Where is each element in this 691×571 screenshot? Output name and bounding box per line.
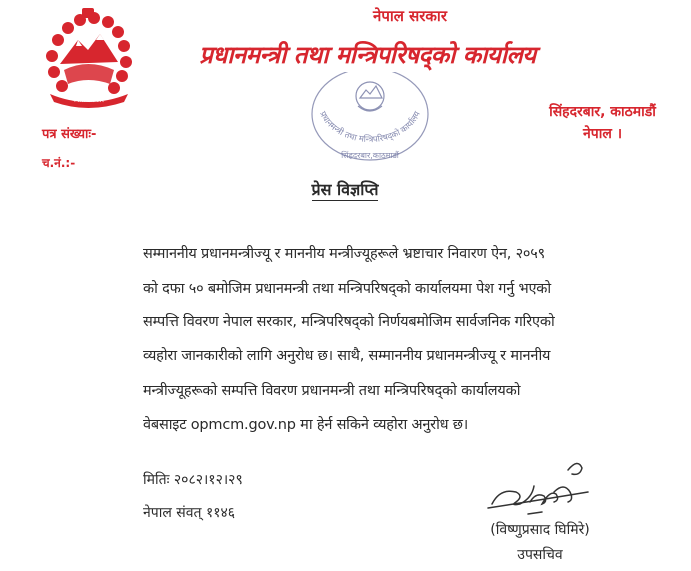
body-line: व्यहोरा जानकारीको लागि अनुरोध छ। साथै, सम्माननीय प्रधानमन्त्रीज्यू र माननीय	[143, 348, 551, 364]
address-country: नेपाल ।	[582, 126, 623, 142]
body-line: सम्माननीय प्रधानमन्त्रीज्यू र माननीय मन्त्रीज्यूहरूले भ्रष्टाचार निवारण ऐन, २०५९	[143, 246, 545, 262]
press-release-title	[200, 178, 490, 200]
national-emblem-logo	[38, 6, 138, 110]
letter-number-label: पत्र संख्याः-	[42, 127, 97, 142]
stamp-office-text: प्रधानमन्त्री तथा मन्त्रिपरिषद्को कार्यालय	[317, 110, 423, 146]
body-line: मन्त्रीज्यूहरूको सम्पत्ति विवरण प्रधानमन्त्री तथा मन्त्रिपरिषद्को कार्यालयको	[143, 383, 521, 399]
government-heading: नेपाल सरकार	[373, 7, 447, 25]
emblem-ribbon-text: नेपाल सरकार	[72, 96, 104, 104]
office-heading: प्रधानमन्त्री तथा मन्त्रिपरिषद्को कार्यालय	[199, 41, 536, 69]
signer-name: (विष्णुप्रसाद घिमिरे)	[490, 522, 590, 538]
body-line: वेबसाइट opmcm.gov.np मा हेर्न सकिने व्यहोरा अनुरोध छ।	[143, 417, 469, 433]
stamp-location-text: सिंहदरबार,काठमाडौं	[341, 151, 399, 160]
issue-date: मितिः २०८२।१२।२९	[143, 472, 243, 488]
signer-designation: उपसचिव	[517, 547, 563, 563]
office-stamp-logo	[300, 72, 440, 168]
press-release-title-text: प्रेस विज्ञप्ति	[311, 180, 379, 199]
body-line: को दफा ५० बमोजिम प्रधानमन्त्री तथा मन्त्रिपरिषद्को कार्यालयमा पेश गर्नु भएको	[143, 281, 551, 297]
nepal-era-year: नेपाल संवत् ११४६	[143, 505, 236, 521]
svg-text:प्रधानमन्त्री तथा मन्त्रिपरिषद	[317, 109, 423, 145]
address-city: सिंहदरबार, काठमाडौं	[549, 104, 656, 120]
body-line: सम्पत्ति विवरण नेपाल सरकार, मन्त्रिपरिषद्को निर्णयबमोजिम सार्वजनिक गरिएको	[143, 314, 555, 330]
handwritten-signature	[470, 452, 620, 522]
dispatch-number-label: च.नं.:-	[42, 156, 76, 170]
